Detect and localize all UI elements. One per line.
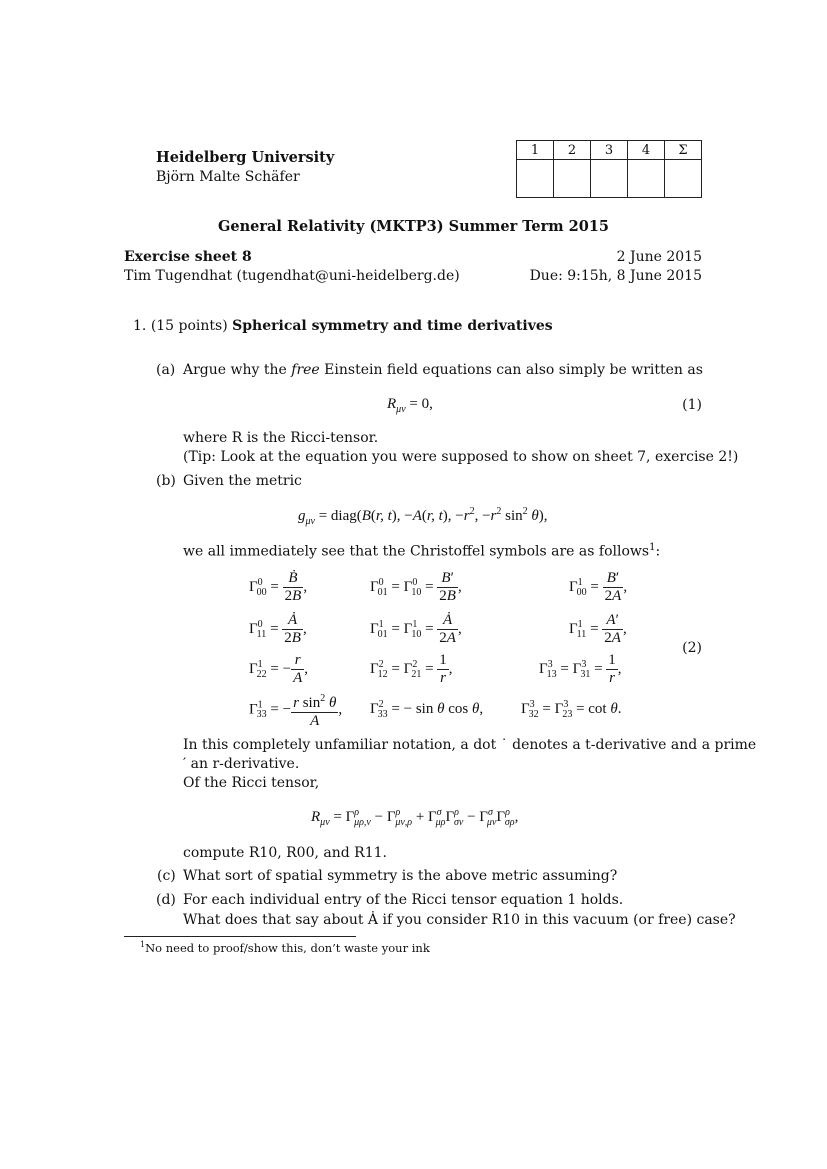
part-b-label: (b) [156,473,176,489]
due-date: Due: 9:15h, 8 June 2015 [529,268,702,284]
score-cell-sum [665,160,702,198]
christoffel-332: $\Gamma^3_{32} = \Gamma^3_{23} = \cot \theta$. [521,699,622,720]
sheet-date: 2 June 2015 [616,249,702,265]
part-a-where: where R is the Ricci-tensor. [183,430,379,446]
part-b-compute: compute R10, R00, and R11. [183,845,387,861]
part-a-label: (a) [156,362,176,378]
score-header-2: 2 [554,141,591,160]
christoffel-133: $\Gamma^1_{33}$ = − $\frac{r \sin^2 \theta}{A}$ , [249,693,343,729]
christoffel-212: $\Gamma^2_{12} = \Gamma^2_{21}$ = $\frac{1}{r}$ , [370,652,453,686]
christoffel-111: $\Gamma^1_{11}$ = $\frac{A'}{2A}$ , [569,612,627,646]
equation-1: $R_{\mu\nu} = 0$, [387,396,433,415]
christoffel-000: $\Gamma^0_{00}$ = $\frac{\text{Ḃ}}{2B}$ , [249,570,308,604]
university-name: Heidelberg University [156,149,335,166]
footnote-ref: 1 [649,542,656,553]
score-cell-1 [517,160,554,198]
footnote-mark: 1 [140,940,146,949]
exercise-number: 1. [133,318,147,334]
part-b-text2: we all immediately see that the Christoffel symbols are as follows$^1$: [183,542,661,560]
part-b-notation-2: ′ an r-derivative. [183,756,300,772]
page-title: General Relativity (MKTP3) Summer Term 2015 [217,218,609,235]
christoffel-001: $\Gamma^0_{01} = \Gamma^0_{10}$ = $\frac{B'}{2B}$ , [370,570,462,604]
part-d-label: (d) [156,892,176,908]
part-d-text-2: What does that say about Ȧ if you consider R10 in this vacuum (or free) case? [183,912,736,928]
score-cell-3 [591,160,628,198]
score-header-sum: Σ [665,141,702,160]
ricci-equation: $R_{\mu\nu} = \Gamma^\rho_{\mu\rho,\nu} - \Gamma^\rho_{\mu\nu,\rho} + \Gamma^\sigma_{\mu\rho}\Gamma^\rho_{\sigma\nu} - \Gamma^\sigma_{\mu\nu}\Gamma^\rho_{\sigma\rho}$, [311,807,519,828]
tutor-info: Tim Tugendhat (tugendhat@uni-heidelberg.de) [124,268,460,284]
author-name: Björn Malte Schäfer [156,169,300,185]
christoffel-100: $\Gamma^1_{00}$ = $\frac{B'}{2A}$ , [569,570,628,604]
metric-equation: $g_{\mu\nu}$ = diag(B(r, t), −A(r, t), $-r^2$, $-r^2$ $\sin^2 \theta$), [298,506,548,527]
part-b-ricci: Of the Ricci tensor, [183,775,320,791]
part-b-notation-1: In this completely unfamiliar notation, a dot ˙ denotes a t-derivative and a prime [183,737,757,753]
part-b-text: Given the metric [183,473,302,489]
score-cell-4 [628,160,665,198]
christoffel-122: $\Gamma^1_{22}$ = − $\frac{r}{A}$ , [249,652,309,686]
score-header-1: 1 [517,141,554,160]
sheet-name: Exercise sheet 8 [124,249,252,265]
score-header-3: 3 [591,141,628,160]
equation-2-tag: (2) [682,640,702,656]
part-a-text: Argue why the free Einstein field equations can also simply be written as [183,362,703,378]
footnote-rule [124,936,356,937]
footnote [140,940,430,955]
equation-1-tag: (1) [682,397,702,413]
christoffel-233: $\Gamma^2_{33}$ = − sin θ cos θ, [370,699,484,720]
part-a-tip: (Tip: Look at the equation you were supposed to show on sheet 7, exercise 2!) [183,449,739,465]
score-table [516,140,702,198]
score-cell-2 [554,160,591,198]
exercise-title: Spherical symmetry and time derivatives [232,318,553,334]
part-c-text: What sort of spatial symmetry is the above metric assuming? [183,868,618,884]
christoffel-101: $\Gamma^1_{01} = \Gamma^1_{10}$ = $\frac{Ȧ}{2A}$ , [370,612,462,646]
christoffel-313: $\Gamma^3_{13} = \Gamma^3_{31}$ = $\frac{1}{r}$ , [539,652,622,686]
footnote-text: No need to proof/show this, don’t waste your ink [145,940,430,955]
exercise-points: (15 points) [150,318,228,334]
part-c-label: (c) [157,868,176,884]
part-d-text-1: For each individual entry of the Ricci tensor equation 1 holds. [183,892,624,908]
christoffel-011: $\Gamma^0_{11}$ = $\frac{Ȧ}{2B}$ , [249,612,307,646]
score-header-4: 4 [628,141,665,160]
exercise-heading [133,318,553,334]
